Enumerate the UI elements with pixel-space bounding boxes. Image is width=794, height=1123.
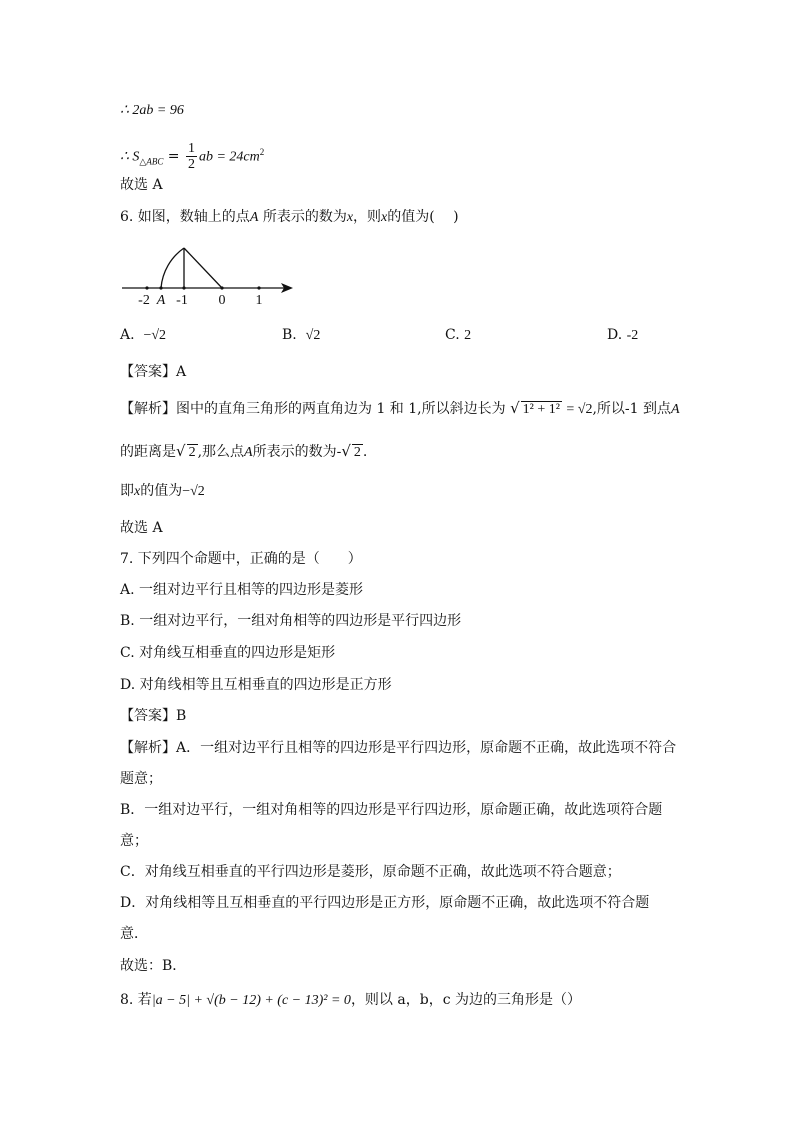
tick-point-neg2 [145,286,148,289]
compass-arc [161,248,184,288]
tick-label-neg2: -2 [138,293,150,308]
q6-analysis-line-3: 即x的值为−√2 [120,483,205,499]
tick-label-1: 1 [255,293,263,308]
tick-point-A [159,286,162,289]
q7-analysis-line-7: 意． [120,926,148,942]
q7-analysis-line-5: C．对角线互相垂直的平行四边形是菱形，原命题不正确，故此选项不符合题意； [120,864,621,880]
q7-analysis-line-3: B．一组对边平行，一组对角相等的四边形是平行四边形，原命题正确，故此选项符合题 [120,802,663,818]
q7-option-b: B. 一组对边平行，一组对角相等的四边形是平行四边形 [120,613,462,629]
q6-option-c: C. 2 [445,327,472,343]
tick-point-0 [220,286,223,289]
fraction-half: $\frac{1}{2}$ [187,141,195,173]
equation-area: ∴ $S_{\triangle ABC}$ = $\frac{1}{2}$ ab = $24cm^2$ [120,141,265,173]
q7-analysis-line-1: 【解析】A．一组对边平行且相等的四边形是平行四边形，原命题不正确，故此选项不符合 [120,740,677,756]
prev-choice: 故选 A [120,177,163,193]
q7-choice: 故选：B． [120,958,187,974]
q6-analysis-line-2: 的距离是√ 2 ,那么点A所表示的数为-√ 2 . [120,442,368,460]
q7-analysis-line-4: 意； [120,833,148,849]
q8-equation: |a − 5| + √(b − 12) + (c − 13)² = 0 [151,993,351,1008]
number-line-figure [118,236,298,308]
tick-point-neg1 [182,286,185,289]
q6-choice: 故选 A [120,520,163,536]
tick-label-A: A [156,293,166,308]
q7-option-a: A. 一组对边平行且相等的四边形是菱形 [120,582,364,598]
q7-answer: 【答案】B [120,708,187,724]
q7-option-d: D. 对角线相等且互相垂直的四边形是正方形 [120,677,392,693]
q6-analysis-line-1: 【解析】图中的直角三角形的两直角边为 1 和 1,所以斜边长为 √ 1² + 1² = √2,所以-1 到点A [120,399,680,417]
tick-point-1 [257,286,260,289]
q6-answer: 【答案】A [120,364,187,380]
equation-2ab: ∴ 2ab = 96 [120,103,184,118]
tick-label-neg1: -1 [176,293,188,308]
q7-stem: 7. 下列四个命题中，正确的是（ ） [120,551,362,567]
q6-stem: 6. 如图，数轴上的点A 所表示的数为x，则x的值为( ) [120,209,459,225]
tick-label-0: 0 [218,293,226,308]
q7-analysis-line-2: 题意； [120,771,162,787]
q6-option-a: A. −√2 [120,327,167,343]
q6-option-d: D. -2 [607,327,639,343]
triangle-hypotenuse [184,248,222,288]
q7-option-c: C. 对角线互相垂直的四边形是矩形 [120,645,336,661]
q8-stem: 8. 若|a − 5| + √(b − 12) + (c − 13)² = 0，则以 a，b，c 为边的三角形是（） [120,992,581,1008]
q7-analysis-line-6: D．对角线相等且互相垂直的平行四边形是正方形，原命题不正确，故此选项不符合题 [120,895,650,911]
q6-option-b: B. √2 [282,327,321,343]
